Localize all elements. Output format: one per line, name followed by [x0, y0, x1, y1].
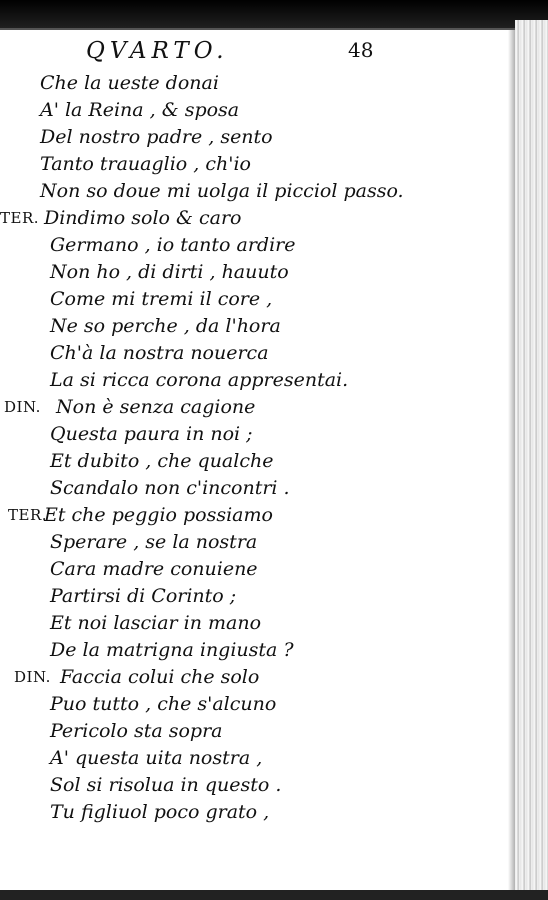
verse-line: [0, 477, 515, 504]
verse-text-line: Et noi lasciar in mano: [50, 612, 262, 634]
verse-line: [0, 153, 515, 180]
verse-text-line: Non ho , di dirti , hauuto: [50, 261, 289, 283]
verse-text-line: Germano , io tanto ardire: [50, 234, 296, 256]
verse-text-line: Partirsi di Corinto ;: [50, 585, 237, 607]
verse-line: [0, 666, 515, 693]
speaker-label: TER.: [8, 506, 48, 524]
verse-text-line: Pericolo sta sopra: [50, 720, 223, 742]
verse-text-line: Come mi tremi il core ,: [50, 288, 273, 310]
verse-line: [0, 531, 515, 558]
verse-line: [0, 801, 515, 828]
verse-text-line: Ne so perche , da l'hora: [50, 315, 281, 337]
verse-text-line: Sperare , se la nostra: [50, 531, 258, 553]
verse-text-line: La si ricca corona appresentai.: [50, 369, 349, 391]
verse-line: [0, 180, 515, 207]
verse-text-line: A' la Reina , & sposa: [40, 99, 240, 121]
verse-line: [0, 342, 515, 369]
page-edges: [515, 20, 548, 900]
verse-text-line: Sol si risolua in questo .: [50, 774, 282, 796]
verse-text-line: Tanto trauaglio , ch'io: [40, 153, 251, 175]
verse-line: [0, 693, 515, 720]
verse-line: [0, 720, 515, 747]
verse-line: [0, 315, 515, 342]
verse-line: [0, 369, 515, 396]
verse-text: [0, 72, 515, 828]
verse-line: [0, 612, 515, 639]
page-number: 48: [348, 38, 374, 62]
verse-line: [0, 72, 515, 99]
verse-line: [0, 288, 515, 315]
verse-line: [0, 558, 515, 585]
verse-text-line: Questa paura in noi ;: [50, 423, 253, 445]
verse-line: [0, 747, 515, 774]
verse-text-line: Puo tutto , che s'alcuno: [50, 693, 277, 715]
verse-text-line: Non so doue mi uolga il picciol passo.: [40, 180, 404, 202]
verse-line: [0, 99, 515, 126]
verse-text-line: Faccia colui che solo: [60, 666, 260, 688]
verse-line: [0, 585, 515, 612]
running-head: QVARTO.: [86, 38, 229, 64]
verse-line: [0, 423, 515, 450]
verse-line: [0, 504, 515, 531]
verse-text-line: A' questa uita nostra ,: [50, 747, 263, 769]
verse-line: [0, 234, 515, 261]
verse-text-line: Scandalo non c'incontri .: [50, 477, 290, 499]
verse-text-line: Ch'à la nostra nouerca: [50, 342, 269, 364]
verse-line: [0, 207, 515, 234]
verse-text-line: Dindimo solo & caro: [44, 207, 242, 229]
verse-line: [0, 126, 515, 153]
speaker-label: DIN.: [14, 668, 51, 686]
verse-text-line: Et dubito , che qualche: [50, 450, 274, 472]
page-header: [86, 38, 506, 68]
verse-line: [0, 261, 515, 288]
verse-text-line: De la matrigna ingiusta ?: [50, 639, 294, 661]
verse-line: [0, 639, 515, 666]
verse-text-line: Et che peggio possiamo: [44, 504, 273, 526]
verse-text-line: Non è senza cagione: [56, 396, 256, 418]
verse-text-line: Del nostro padre , sento: [40, 126, 273, 148]
verse-text-line: Tu figliuol poco grato ,: [50, 801, 270, 823]
verse-line: [0, 774, 515, 801]
verse-text-line: Cara madre conuiene: [50, 558, 258, 580]
verse-line: [0, 396, 515, 423]
speaker-label: DIN.: [4, 398, 41, 416]
verse-text-line: Che la ueste donai: [40, 72, 219, 94]
speaker-label: TER.: [0, 209, 40, 227]
verse-line: [0, 450, 515, 477]
bottom-shadow: [0, 890, 548, 900]
